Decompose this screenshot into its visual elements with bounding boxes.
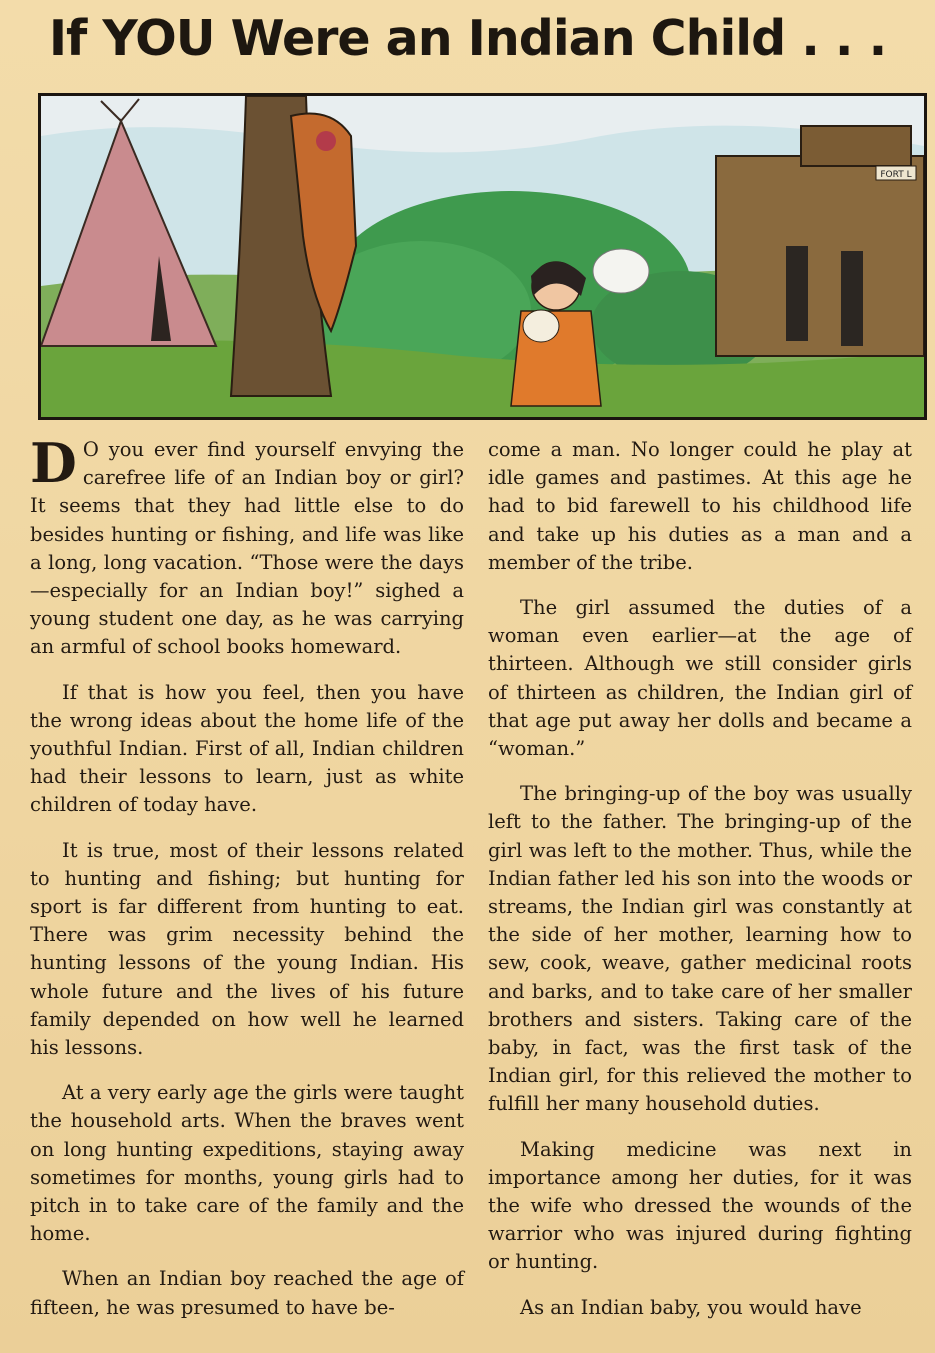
page-title: If YOU Were an Indian Child . . . [48,10,887,67]
illustration-scene [41,96,924,417]
paragraph: The girl assumed the duties of a woman even earlier—at the age of thirteen. Although we still consider girls of thirteen as children, the Indian girl of that age put away her dolls and became a “woman.” [488,596,912,761]
drop-cap: D [30,431,77,495]
paragraph: When an Indian boy reached the age of fifteen, he was presumed to have be- [30,1267,464,1319]
paragraph: If that is how you feel, then you have the wrong ideas about the home life of the youthful Indian. First of all, Indian children had their lessons to learn, just as white children of today have. [30,680,464,817]
fort-sign: FORT L [880,170,912,180]
paragraph: As an Indian baby, you would have [520,1295,862,1319]
paragraph: It is true, most of their lessons related to hunting and fishing; but hunting for sport is far different from hunting to eat. There was grim necessity behind the hunting lessons of the young Indian. His whole future and the lives of his future family depended on how well he learned his lessons. [30,838,464,1060]
paragraph: Making medicine was next in importance among her duties, for it was the wife who dressed the wounds of the warrior who was injured during fighting or hunting. [488,1137,912,1274]
paragraph: At a very early age the girls were taught the household arts. When the braves went on long hunting expeditions, staying away sometimes for months, young girls had to pitch in to take care of the family and the home. [30,1081,464,1246]
paragraph-text: O you ever find yourself envying the carefree life of an Indian boy or girl? It seems that they had little else to do besides hunting or fishing, and life was like a long, long vacation. “Those were the days—especially for an Indian boy!” sighed a young student one day, as he was carrying an armful of school books homeward. [30,438,464,659]
paragraph [30,431,464,662]
illustration-panel [38,93,927,420]
paragraph: The bringing-up of the boy was usually left to the father. The bringing-up of the girl was left to the mother. Thus, while the Indian father led his son into the woods or streams, the Indian girl was constantly at the side of her mother, learning how to sew, cook, weave, gather medicinal roots and barks, and to take care of her smaller brothers and sisters. Taking care of the baby, in fact, was the first task of the Indian girl, for this relieved the mother to fulfill her many household duties. [488,782,912,1116]
paragraph: come a man. No longer could he play at idle games and pastimes. At this age he had to bid farewell to his childhood life and take up his duties as a man and a member of the tribe. [488,438,912,574]
article-column-left [30,431,464,1346]
article-column-right [488,436,912,1346]
